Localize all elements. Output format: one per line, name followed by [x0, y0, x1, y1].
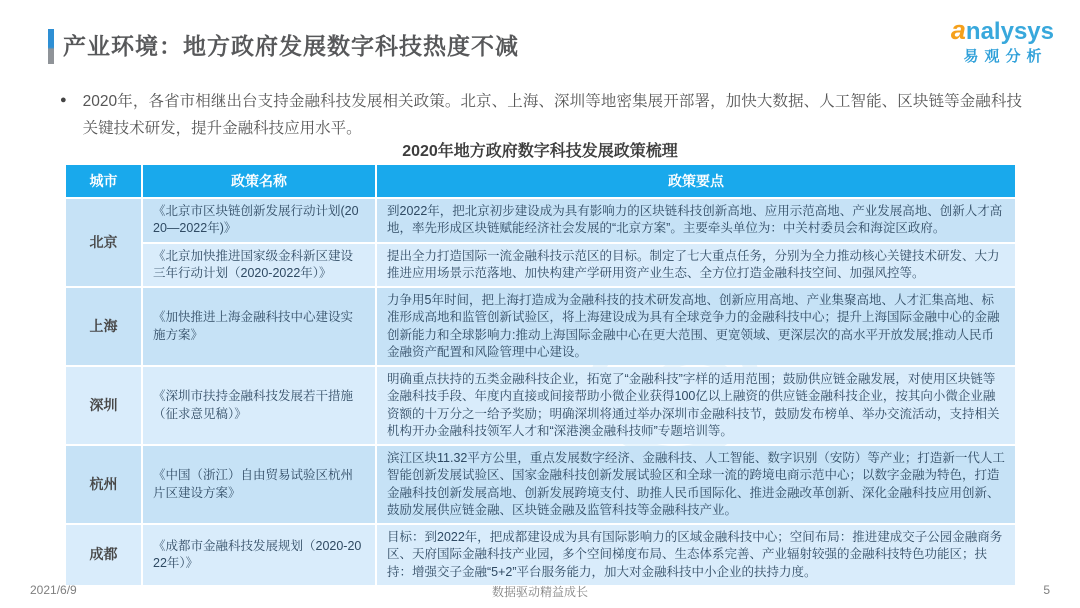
table-row-beijing-2	[66, 244, 1015, 287]
points-cell: 提出全力打造国际一流金融科技示范区的目标。制定了七大重点任务，分别为全力推动核心关键技术研发、大力推进应用场景示范落地、加快构建产学研用资产业生态、全方位打造金融科技空间、加强风控等。	[377, 244, 1015, 287]
intro-text: 2020年，各省市相继出台支持金融科技发展相关政策。北京、上海、深圳等地密集展开部署，加快大数据、人工智能、区块链等金融科技关键技术研发，提升金融科技应用水平。	[82, 93, 1022, 138]
policy-table	[64, 163, 1017, 587]
policy-cell: 《成都市金融科技发展规划（2020-2022年）》	[143, 525, 375, 585]
logo-swirl-icon: a	[950, 15, 966, 45]
table-title: 2020年地方政府数字科技发展政策梳理	[402, 143, 678, 160]
logo-subtitle: 易观分析	[963, 47, 1048, 65]
policy-cell: 《加快推进上海金融科技中心建设实施方案》	[143, 288, 375, 365]
city-cell-beijing: 北京	[66, 199, 141, 286]
header-policy-name: 政策名称	[143, 165, 375, 197]
table-row-beijing-1	[66, 199, 1015, 242]
page-title: 产业环境：地方政府发展数字科技热度不减	[63, 33, 519, 59]
title-accent-bar	[48, 29, 54, 64]
city-cell-hangzhou: 杭州	[66, 446, 141, 523]
city-cell-shanghai: 上海	[66, 288, 141, 365]
policy-cell: 《北京市区块链创新发展行动计划(2020—2022年)》	[143, 199, 375, 242]
table-row-shenzhen	[66, 367, 1015, 444]
policy-cell: 《中国（浙江）自由贸易试验区杭州片区建设方案》	[143, 446, 375, 523]
points-cell: 目标：到2022年，把成都建设成为具有国际影响力的区域金融科技中心；空间布局：推进建成交子公园金融商务区、天府国际金融科技产业园，多个空间梯度布局、生态体系完善、产业辐射较强的金融科技特色功能区；扶持：增强交子金融“5+2”平台服务能力，加大对金融科技中小企业的扶持力度。	[377, 525, 1015, 585]
points-cell: 到2022年，把北京初步建设成为具有影响力的区块链科技创新高地、应用示范高地、产业发展高地、创新人才高地，率先形成区块链赋能经济社会发展的“北京方案”。主要牵头单位为：中关村委员会和海淀区政府。	[377, 199, 1015, 242]
points-cell: 滨江区块11.32平方公里，重点发展数字经济、金融科技、人工智能、数字识别（安防）等产业；打造新一代人工智能创新发展试验区、国家金融科技创新发展试验区和全球一流的跨境电商示范中心；以数字金融为特色，打造金融科技创新发展高地、创新发展跨境支付、助推人民币国际化、推进金融改革创新、深化金融科技应用创新、鼓励发展供应链金融、区块链金融及监管科技等金融科技产业。	[377, 446, 1015, 523]
points-cell: 力争用5年时间，把上海打造成为金融科技的技术研发高地、创新应用高地、产业集聚高地、人才汇集高地、标准形成高地和监管创新试验区，将上海建设成为具有全球竞争力的金融科技中心；提升上海国际金融中心的金融创新能力和全球影响力:推动上海国际金融中心在更大范围、更宽领域、更深层次的高水平开放发展;推动人民币金融资产配置和风险管理中心建设。	[377, 288, 1015, 365]
points-cell: 明确重点扶持的五类金融科技企业，拓宽了“金融科技”字样的适用范围；鼓励供应链金融发展，对使用区块链等金融科技手段、年度内直接或间接帮助小微企业获得100亿以上融资的供应链金融科技企业，按其向小微企业融资额的十万分之一给予奖励；明确深圳将通过举办深圳市金融科技节，鼓励发布榜单、举办交流活动，支持相关机构开办金融科技领军人才和“深港澳金融科技师”专题培训等。	[377, 367, 1015, 444]
policy-cell: 《深圳市扶持金融科技发展若干措施（征求意见稿）》	[143, 367, 375, 444]
footer-slogan: 数据驱动精益成长	[491, 585, 588, 599]
bullet-icon: ●	[60, 94, 67, 106]
footer-page-number: 5	[1043, 583, 1050, 597]
header-city: 城市	[66, 165, 141, 197]
table-row-chengdu	[66, 525, 1015, 585]
footer-date: 2021/6/9	[30, 583, 77, 597]
header-policy-points: 政策要点	[377, 165, 1015, 197]
table-header-row	[66, 165, 1015, 197]
table-row-shanghai	[66, 288, 1015, 365]
policy-cell: 《北京加快推进国家级金科新区建设三年行动计划（2020-2022年）》	[143, 244, 375, 287]
city-cell-shenzhen: 深圳	[66, 367, 141, 444]
table-row-hangzhou	[66, 446, 1015, 523]
analysys-logo-wordmark	[951, 16, 1054, 46]
city-cell-chengdu: 成都	[66, 525, 141, 585]
analysys-logo	[951, 16, 1054, 65]
intro-paragraph	[60, 88, 1022, 142]
logo-brand-rest: nalysys	[965, 18, 1054, 45]
footer	[0, 583, 1080, 603]
